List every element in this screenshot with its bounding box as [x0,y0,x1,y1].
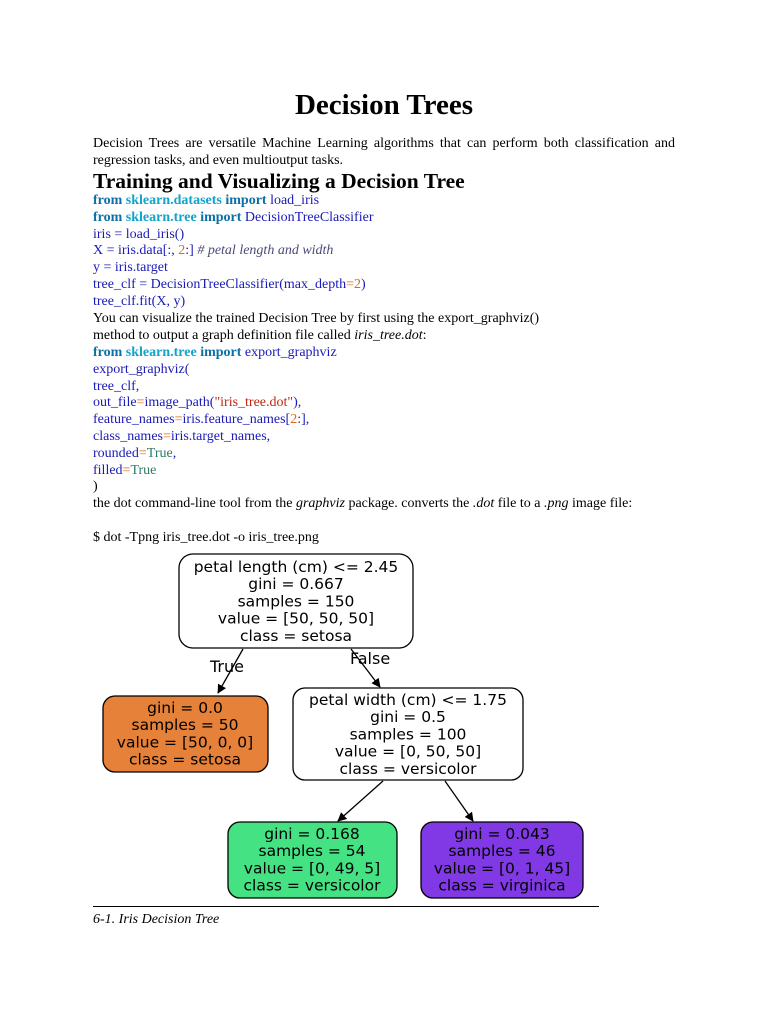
tree-node-root [179,554,413,648]
keyword: import [225,193,267,208]
node-line: samples = 50 [131,716,239,735]
shell-command: $ dot -Tpng iris_tree.dot -o iris_tree.png [93,530,319,545]
export-paragraph: You can visualize the trained Decision Tree by first using the export_graphviz() method to output a graph definition file called iris_tree.dot: [93,311,540,343]
code-line: ) [93,479,98,495]
identifier: load_iris [270,193,320,208]
node-line: value = [0, 50, 50] [334,742,482,761]
number-literal: 2 [354,276,361,292]
keyword: from [93,209,123,225]
graphviz-paragraph: the dot command-line tool from the graphviz package. converts the .dot file to a .png image file: [93,496,633,511]
code-line: out_file=image_path("iris_tree.dot"), [93,395,302,411]
number-literal: 2 [178,243,186,259]
node-line: samples = 150 [237,592,355,611]
keyword: from [93,345,123,360]
edge-left [338,781,383,821]
node-line: samples = 46 [448,842,556,861]
module-name: sklearn.tree [125,345,197,360]
tree-node-setosa-leaf [103,696,268,772]
identifier: export_graphviz [244,345,337,360]
node-line: class = versicolor [243,876,381,895]
code-line [93,345,693,362]
code-line [93,210,693,227]
code-block-export [93,345,693,496]
code-block-training [93,193,693,311]
node-line: class = virginica [438,876,566,895]
bool-literal: True [146,445,173,461]
keyword: import [200,209,242,225]
figure-rule [93,906,599,907]
node-line: gini = 0.667 [248,575,344,594]
code-line: export_graphviz( [93,361,190,377]
code-line: feature_names=iris.feature_names[2:], [93,412,310,428]
keyword: import [200,345,242,360]
node-line: samples = 54 [258,842,366,861]
node-line: value = [50, 0, 0] [116,733,254,752]
code-line [93,193,693,210]
decision-tree-diagram [93,548,603,904]
node-line: petal length (cm) <= 2.45 [193,558,399,576]
tree-node-virginica-leaf [421,822,583,898]
module-name: sklearn.tree [125,209,197,225]
keyword: from [93,193,123,208]
edge-label-false: False [350,649,391,668]
code-line: tree_clf = DecisionTreeClassifier(max_depth=2) [93,276,366,292]
page-title: Decision Trees [294,89,473,121]
node-line: gini = 0.168 [264,825,360,843]
section-heading: Training and Visualizing a Decision Tree [93,169,465,193]
code-comment: # petal length and width [197,243,334,259]
node-line: class = versicolor [339,759,477,778]
number-literal: 2 [290,412,298,428]
intro-paragraph: Decision Trees are versatile Machine Learning algorithms that can perform both classification and regression tasks, and even multioutput tasks. [93,136,675,168]
code-line: iris = load_iris() [93,226,185,242]
module-name: sklearn.datasets [125,193,222,208]
tree-node-versicolor-leaf [228,822,397,898]
filename: iris_tree.dot [354,327,423,343]
node-line: value = [50, 50, 50] [217,609,375,628]
tree-node-petal-width [293,688,523,780]
node-line: gini = 0.043 [454,825,550,843]
code-line: rounded=True, [93,445,177,461]
string-literal: "iris_tree.dot" [214,395,294,411]
node-line: value = [0, 49, 5] [243,859,381,878]
figure-caption: 6-1. Iris Decision Tree [93,912,220,927]
code-line: tree_clf.fit(X, y) [93,293,186,309]
code-line: class_names=iris.target_names, [93,428,271,444]
node-line: samples = 100 [349,725,467,744]
identifier: DecisionTreeClassifier [244,209,374,225]
code-line: y = iris.target [93,260,168,276]
edge-label-true: True [210,657,244,676]
code-line: tree_clf, [93,378,140,394]
node-line: class = setosa [239,626,353,645]
edge-right [445,781,473,821]
node-line: value = [0, 1, 45] [433,859,571,878]
code-line: X = iris.data[:, 2:] # petal length and width [93,243,334,259]
node-line: class = setosa [128,750,242,769]
node-line: gini = 0.0 [147,699,223,717]
code-line: filled=True [93,462,157,478]
node-line: petal width (cm) <= 1.75 [309,691,507,709]
node-line: gini = 0.5 [370,708,446,727]
bool-literal: True [130,462,157,478]
